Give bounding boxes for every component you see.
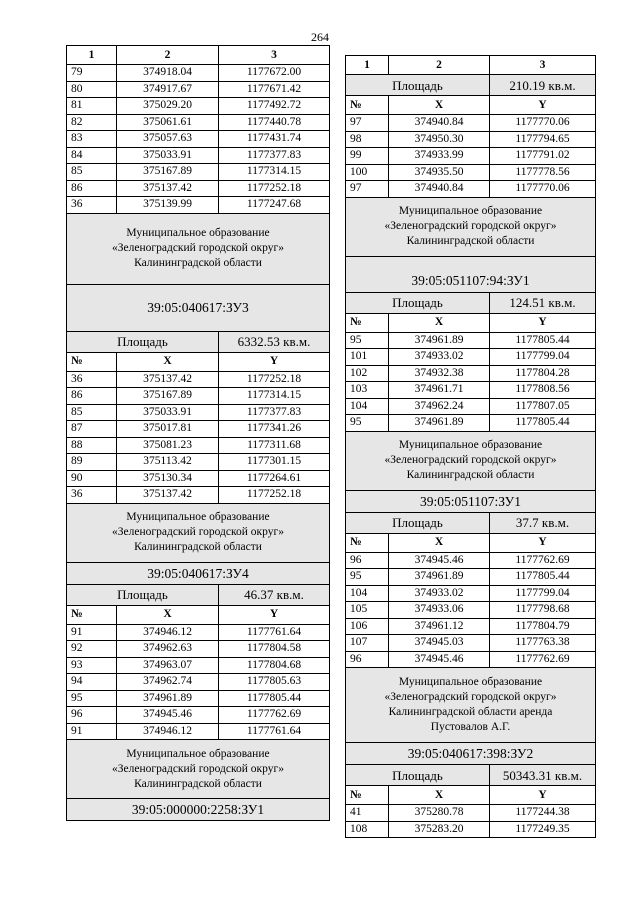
x-coordinate: 375033.91 bbox=[117, 147, 219, 164]
area-value: 6332.53 кв.м. bbox=[219, 331, 330, 352]
x-coordinate: 374961.89 bbox=[389, 332, 490, 349]
x-coordinate: 375137.42 bbox=[117, 487, 219, 504]
table-row bbox=[67, 98, 330, 115]
coord-header-x: X bbox=[117, 605, 219, 624]
table-row bbox=[346, 602, 596, 619]
x-coordinate: 374961.89 bbox=[389, 569, 490, 586]
right-rows-c bbox=[346, 552, 596, 668]
table-row bbox=[67, 197, 330, 214]
table-row bbox=[346, 552, 596, 569]
table-row bbox=[346, 618, 596, 635]
point-number: 85 bbox=[67, 404, 117, 421]
left-rows-c bbox=[67, 624, 330, 740]
y-coordinate: 1177301.15 bbox=[219, 454, 330, 471]
point-number: 88 bbox=[67, 437, 117, 454]
table-row bbox=[67, 723, 330, 740]
table-row bbox=[346, 635, 596, 652]
table-row bbox=[67, 454, 330, 471]
coord-header-num: № bbox=[346, 786, 389, 805]
y-coordinate: 1177805.44 bbox=[490, 332, 596, 349]
area-row bbox=[346, 292, 596, 313]
x-coordinate: 374945.46 bbox=[389, 552, 490, 569]
point-number: 96 bbox=[346, 651, 389, 668]
x-coordinate: 375017.81 bbox=[117, 421, 219, 438]
table-row bbox=[67, 114, 330, 131]
x-coordinate: 375280.78 bbox=[389, 805, 490, 822]
y-coordinate: 1177763.38 bbox=[490, 635, 596, 652]
municipality-line-2: «Зеленоградский городской округ» bbox=[384, 691, 557, 703]
coord-header-y: Y bbox=[490, 533, 596, 552]
y-coordinate: 1177770.06 bbox=[490, 181, 596, 198]
x-coordinate: 374963.07 bbox=[117, 657, 219, 674]
point-number: 87 bbox=[67, 421, 117, 438]
table-row bbox=[67, 131, 330, 148]
point-number: 99 bbox=[346, 148, 389, 165]
table-row bbox=[67, 371, 330, 388]
point-number: 98 bbox=[346, 131, 389, 148]
table-row bbox=[346, 349, 596, 366]
x-coordinate: 375113.42 bbox=[117, 454, 219, 471]
x-coordinate: 374945.46 bbox=[117, 707, 219, 724]
table-row bbox=[346, 382, 596, 399]
y-coordinate: 1177761.64 bbox=[219, 624, 330, 641]
header-col-2: 2 bbox=[389, 56, 490, 75]
point-number: 103 bbox=[346, 382, 389, 399]
table-row bbox=[67, 470, 330, 487]
area-value: 50343.31 кв.м. bbox=[490, 765, 596, 786]
point-number: 97 bbox=[346, 181, 389, 198]
left-rows-b bbox=[67, 371, 330, 503]
right-rows-d bbox=[346, 805, 596, 838]
municipality-line-4: Пустовалов А.Г. bbox=[430, 721, 511, 733]
x-coordinate: 375029.20 bbox=[117, 98, 219, 115]
area-label: Площадь bbox=[346, 292, 490, 313]
x-coordinate: 374961.12 bbox=[389, 618, 490, 635]
municipality-line-2: «Зеленоградский городской округ» bbox=[112, 242, 284, 254]
right-coordinates-table bbox=[345, 55, 596, 838]
coord-header-y: Y bbox=[219, 352, 330, 371]
parcel-id: 39:05:051107:ЗУ1 bbox=[346, 490, 596, 512]
y-coordinate: 1177672.00 bbox=[219, 65, 330, 82]
y-coordinate: 1177808.56 bbox=[490, 382, 596, 399]
municipality-line-1: Муниципальное образование bbox=[398, 205, 543, 217]
table-row bbox=[346, 131, 596, 148]
table-row bbox=[67, 437, 330, 454]
table-row bbox=[67, 404, 330, 421]
x-coordinate: 374945.46 bbox=[389, 651, 490, 668]
coord-header-x: X bbox=[389, 533, 490, 552]
y-coordinate: 1177804.58 bbox=[219, 641, 330, 658]
table-row bbox=[346, 415, 596, 432]
y-coordinate: 1177804.68 bbox=[219, 657, 330, 674]
municipality-row bbox=[346, 197, 596, 256]
point-number: 86 bbox=[67, 180, 117, 197]
coord-header-x: X bbox=[389, 313, 490, 332]
y-coordinate: 1177762.69 bbox=[490, 552, 596, 569]
municipality-line-3: Калининградской области аренда bbox=[388, 706, 553, 718]
point-number: 36 bbox=[67, 197, 117, 214]
area-label: Площадь bbox=[346, 765, 490, 786]
area-value: 46.37 кв.м. bbox=[219, 584, 330, 605]
header-col-1: 1 bbox=[67, 46, 117, 65]
x-coordinate: 375137.42 bbox=[117, 371, 219, 388]
municipality-line-2: «Зеленоградский городской округ» bbox=[384, 454, 557, 466]
x-coordinate: 375081.23 bbox=[117, 437, 219, 454]
municipality-row bbox=[67, 503, 330, 562]
coord-header-y: Y bbox=[219, 605, 330, 624]
coord-header-x: X bbox=[389, 786, 490, 805]
parcel-id: 39:05:040617:398:ЗУ2 bbox=[346, 743, 596, 765]
municipality-line-3: Калининградской области bbox=[406, 235, 535, 247]
parcel-id: 39:05:000000:2258:ЗУ1 bbox=[67, 799, 330, 821]
y-coordinate: 1177804.79 bbox=[490, 618, 596, 635]
table-header-row bbox=[346, 56, 596, 75]
coord-header-num: № bbox=[346, 313, 389, 332]
y-coordinate: 1177761.64 bbox=[219, 723, 330, 740]
municipality-line-1: Муниципальное образование bbox=[398, 439, 543, 451]
municipality-line-2: «Зеленоградский городской округ» bbox=[112, 762, 284, 775]
header-col-3: 3 bbox=[490, 56, 596, 75]
right-rows-a bbox=[346, 115, 596, 198]
point-number: 41 bbox=[346, 805, 389, 822]
x-coordinate: 374935.50 bbox=[389, 164, 490, 181]
y-coordinate: 1177431.74 bbox=[219, 131, 330, 148]
y-coordinate: 1177492.72 bbox=[219, 98, 330, 115]
point-number: 79 bbox=[67, 65, 117, 82]
table-row bbox=[67, 707, 330, 724]
y-coordinate: 1177794.65 bbox=[490, 131, 596, 148]
x-coordinate: 375057.63 bbox=[117, 131, 219, 148]
municipality-line-3: Калининградской области bbox=[134, 257, 262, 269]
coord-header-x: X bbox=[389, 96, 490, 115]
table-row bbox=[346, 181, 596, 198]
table-row bbox=[346, 115, 596, 132]
x-coordinate: 374940.84 bbox=[389, 181, 490, 198]
x-coordinate: 375137.42 bbox=[117, 180, 219, 197]
area-row bbox=[67, 331, 330, 352]
x-coordinate: 375033.91 bbox=[117, 404, 219, 421]
x-coordinate: 374950.30 bbox=[389, 131, 490, 148]
point-number: 96 bbox=[346, 552, 389, 569]
table-row bbox=[346, 398, 596, 415]
point-number: 91 bbox=[67, 723, 117, 740]
y-coordinate: 1177311.68 bbox=[219, 437, 330, 454]
table-row bbox=[346, 148, 596, 165]
y-coordinate: 1177252.18 bbox=[219, 180, 330, 197]
municipality-row bbox=[346, 431, 596, 490]
coord-header-num: № bbox=[67, 352, 117, 371]
y-coordinate: 1177314.15 bbox=[219, 164, 330, 181]
area-row bbox=[346, 75, 596, 96]
coord-header-num: № bbox=[346, 533, 389, 552]
municipality-line-3: Калининградской области bbox=[134, 777, 262, 790]
parcel-id-row bbox=[67, 799, 330, 821]
x-coordinate: 374961.89 bbox=[389, 415, 490, 432]
table-row bbox=[67, 690, 330, 707]
table-row bbox=[346, 805, 596, 822]
point-number: 89 bbox=[67, 454, 117, 471]
point-number: 104 bbox=[346, 585, 389, 602]
point-number: 94 bbox=[67, 674, 117, 691]
municipality-line-1: Муниципальное образование bbox=[126, 511, 270, 523]
point-number: 36 bbox=[67, 371, 117, 388]
area-label: Площадь bbox=[67, 584, 219, 605]
x-coordinate: 374961.89 bbox=[117, 690, 219, 707]
left-rows-a bbox=[67, 65, 330, 214]
parcel-id-row bbox=[67, 562, 330, 584]
point-number: 102 bbox=[346, 365, 389, 382]
table-row bbox=[346, 365, 596, 382]
table-row bbox=[67, 388, 330, 405]
area-value: 210.19 кв.м. bbox=[490, 75, 596, 96]
header-col-3: 3 bbox=[219, 46, 330, 65]
point-number: 84 bbox=[67, 147, 117, 164]
coord-header-row bbox=[346, 533, 596, 552]
x-coordinate: 374933.02 bbox=[389, 585, 490, 602]
parcel-id-row bbox=[346, 490, 596, 512]
municipality-line-2: «Зеленоградский городской округ» bbox=[384, 220, 557, 232]
point-number: 95 bbox=[346, 569, 389, 586]
municipality-row bbox=[67, 740, 330, 799]
y-coordinate: 1177770.06 bbox=[490, 115, 596, 132]
x-coordinate: 375130.34 bbox=[117, 470, 219, 487]
coord-header-num: № bbox=[67, 605, 117, 624]
x-coordinate: 374917.67 bbox=[117, 81, 219, 98]
y-coordinate: 1177805.44 bbox=[219, 690, 330, 707]
point-number: 91 bbox=[67, 624, 117, 641]
municipality-line-1: Муниципальное образование bbox=[398, 676, 543, 688]
y-coordinate: 1177252.18 bbox=[219, 371, 330, 388]
x-coordinate: 375167.89 bbox=[117, 164, 219, 181]
table-row bbox=[67, 164, 330, 181]
coord-header-num: № bbox=[346, 96, 389, 115]
page-number: 264 bbox=[311, 30, 329, 44]
parcel-id-row bbox=[346, 256, 596, 292]
x-coordinate: 374961.71 bbox=[389, 382, 490, 399]
x-coordinate: 374962.24 bbox=[389, 398, 490, 415]
y-coordinate: 1177804.28 bbox=[490, 365, 596, 382]
y-coordinate: 1177377.83 bbox=[219, 147, 330, 164]
parcel-id: 39:05:040617:ЗУ4 bbox=[67, 562, 330, 584]
coord-header-row bbox=[346, 313, 596, 332]
area-value: 124.51 кв.м. bbox=[490, 292, 596, 313]
municipality-line-1: Муниципальное образование bbox=[126, 747, 270, 760]
y-coordinate: 1177249.35 bbox=[490, 821, 596, 838]
municipality-row bbox=[67, 213, 330, 284]
y-coordinate: 1177805.44 bbox=[490, 569, 596, 586]
table-row bbox=[346, 569, 596, 586]
x-coordinate: 375283.20 bbox=[389, 821, 490, 838]
municipality-row bbox=[346, 668, 596, 743]
point-number: 80 bbox=[67, 81, 117, 98]
table-row bbox=[346, 164, 596, 181]
x-coordinate: 375139.99 bbox=[117, 197, 219, 214]
y-coordinate: 1177264.61 bbox=[219, 470, 330, 487]
point-number: 90 bbox=[67, 470, 117, 487]
point-number: 100 bbox=[346, 164, 389, 181]
x-coordinate: 374946.12 bbox=[117, 624, 219, 641]
point-number: 101 bbox=[346, 349, 389, 366]
point-number: 107 bbox=[346, 635, 389, 652]
x-coordinate: 375061.61 bbox=[117, 114, 219, 131]
y-coordinate: 1177798.68 bbox=[490, 602, 596, 619]
x-coordinate: 374962.63 bbox=[117, 641, 219, 658]
header-col-2: 2 bbox=[117, 46, 219, 65]
y-coordinate: 1177314.15 bbox=[219, 388, 330, 405]
table-header-row bbox=[67, 46, 330, 65]
point-number: 95 bbox=[67, 690, 117, 707]
y-coordinate: 1177341.26 bbox=[219, 421, 330, 438]
area-label: Площадь bbox=[67, 331, 219, 352]
coord-header-y: Y bbox=[490, 313, 596, 332]
area-label: Площадь bbox=[346, 512, 490, 533]
y-coordinate: 1177805.63 bbox=[219, 674, 330, 691]
left-coordinates-table bbox=[66, 45, 330, 821]
point-number: 36 bbox=[67, 487, 117, 504]
y-coordinate: 1177799.04 bbox=[490, 585, 596, 602]
x-coordinate: 374962.74 bbox=[117, 674, 219, 691]
point-number: 95 bbox=[346, 332, 389, 349]
y-coordinate: 1177247.68 bbox=[219, 197, 330, 214]
municipality-line-3: Калининградской области bbox=[134, 541, 262, 553]
table-row bbox=[67, 641, 330, 658]
x-coordinate: 374945.03 bbox=[389, 635, 490, 652]
point-number: 92 bbox=[67, 641, 117, 658]
coord-header-x: X bbox=[117, 352, 219, 371]
table-row bbox=[346, 651, 596, 668]
y-coordinate: 1177440.78 bbox=[219, 114, 330, 131]
y-coordinate: 1177778.56 bbox=[490, 164, 596, 181]
coord-header-y: Y bbox=[490, 96, 596, 115]
y-coordinate: 1177791.02 bbox=[490, 148, 596, 165]
coord-header-row bbox=[346, 96, 596, 115]
table-row bbox=[67, 81, 330, 98]
area-label: Площадь bbox=[346, 75, 490, 96]
coord-header-row bbox=[67, 352, 330, 371]
municipality-line-3: Калининградской области bbox=[406, 469, 535, 481]
y-coordinate: 1177799.04 bbox=[490, 349, 596, 366]
table-row bbox=[67, 487, 330, 504]
y-coordinate: 1177762.69 bbox=[219, 707, 330, 724]
point-number: 82 bbox=[67, 114, 117, 131]
table-row bbox=[67, 147, 330, 164]
y-coordinate: 1177762.69 bbox=[490, 651, 596, 668]
table-row bbox=[346, 821, 596, 838]
point-number: 93 bbox=[67, 657, 117, 674]
y-coordinate: 1177252.18 bbox=[219, 487, 330, 504]
parcel-id: 39:05:051107:94:ЗУ1 bbox=[346, 256, 596, 292]
x-coordinate: 374933.99 bbox=[389, 148, 490, 165]
x-coordinate: 374932.38 bbox=[389, 365, 490, 382]
y-coordinate: 1177244.38 bbox=[490, 805, 596, 822]
header-col-1: 1 bbox=[346, 56, 389, 75]
municipality-line-2: «Зеленоградский городской округ» bbox=[112, 526, 284, 538]
y-coordinate: 1177807.05 bbox=[490, 398, 596, 415]
area-value: 37.7 кв.м. bbox=[490, 512, 596, 533]
parcel-id-row bbox=[346, 743, 596, 765]
x-coordinate: 374933.06 bbox=[389, 602, 490, 619]
point-number: 105 bbox=[346, 602, 389, 619]
table-row bbox=[67, 674, 330, 691]
point-number: 108 bbox=[346, 821, 389, 838]
point-number: 106 bbox=[346, 618, 389, 635]
point-number: 85 bbox=[67, 164, 117, 181]
y-coordinate: 1177377.83 bbox=[219, 404, 330, 421]
x-coordinate: 374946.12 bbox=[117, 723, 219, 740]
point-number: 95 bbox=[346, 415, 389, 432]
table-row bbox=[67, 657, 330, 674]
point-number: 96 bbox=[67, 707, 117, 724]
table-row bbox=[346, 332, 596, 349]
parcel-id: 39:05:040617:ЗУ3 bbox=[67, 284, 330, 331]
table-row bbox=[67, 65, 330, 82]
y-coordinate: 1177671.42 bbox=[219, 81, 330, 98]
x-coordinate: 374918.04 bbox=[117, 65, 219, 82]
area-row bbox=[346, 512, 596, 533]
right-rows-b bbox=[346, 332, 596, 431]
point-number: 83 bbox=[67, 131, 117, 148]
point-number: 97 bbox=[346, 115, 389, 132]
x-coordinate: 374933.02 bbox=[389, 349, 490, 366]
point-number: 81 bbox=[67, 98, 117, 115]
coord-header-row bbox=[346, 786, 596, 805]
y-coordinate: 1177805.44 bbox=[490, 415, 596, 432]
x-coordinate: 375167.89 bbox=[117, 388, 219, 405]
coord-header-row bbox=[67, 605, 330, 624]
coord-header-y: Y bbox=[490, 786, 596, 805]
area-row bbox=[346, 765, 596, 786]
table-row bbox=[67, 421, 330, 438]
x-coordinate: 374940.84 bbox=[389, 115, 490, 132]
point-number: 104 bbox=[346, 398, 389, 415]
table-row bbox=[67, 180, 330, 197]
table-row bbox=[67, 624, 330, 641]
area-row bbox=[67, 584, 330, 605]
table-row bbox=[346, 585, 596, 602]
point-number: 86 bbox=[67, 388, 117, 405]
municipality-line-1: Муниципальное образование bbox=[126, 227, 270, 239]
parcel-id-row bbox=[67, 284, 330, 331]
